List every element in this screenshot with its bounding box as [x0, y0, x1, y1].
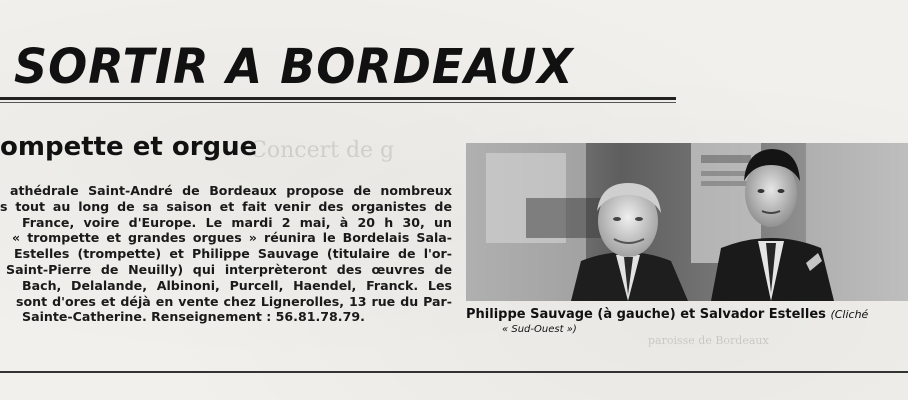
bleed-through-text: paroisse de Bordeaux — [648, 334, 769, 347]
article-line: Estelles (trompette) et Philippe Sauvage (titulaire de l'or- — [14, 246, 452, 262]
caption-credit-source: « Sud-Ouest ») — [502, 324, 577, 335]
article-line: Saint-Pierre de Neuilly) qui interprèteront des œuvres de — [6, 261, 452, 277]
article-line: Sainte-Catherine. Renseignement : 56.81.78.79. — [22, 309, 365, 325]
caption-text: Philippe Sauvage (à gauche) et Salvador Estelles — [466, 307, 826, 322]
photo-caption — [466, 307, 908, 322]
article-line: « trompette et grandes orgues » réunira le Bordelais Sala- — [12, 230, 452, 246]
article-body — [0, 183, 452, 325]
bottom-rule — [0, 371, 908, 373]
photo — [466, 143, 908, 301]
article-line: athédrale Saint-André de Bordeaux propose de nombreux — [10, 183, 452, 198]
photo-image — [466, 143, 908, 301]
article-subhead: ompette et orgue — [0, 132, 258, 162]
article-line: France, voire d'Europe. Le mardi 2 mai, à 20 h 30, un — [22, 214, 452, 230]
headline-rule — [0, 97, 676, 100]
headline: SORTIR A BORDEAUX — [14, 38, 574, 95]
headline-rule-thin — [0, 102, 676, 103]
article-line: s tout au long de sa saison et fait venir des organistes de — [0, 198, 452, 214]
bleed-through-text: Concert de g — [250, 138, 395, 163]
article-line: sont d'ores et déjà en vente chez Lignerolles, 13 rue du Par- — [16, 293, 452, 309]
article-line: Bach, Delalande, Albinoni, Purcell, Haendel, Franck. Les — [22, 277, 452, 293]
caption-credit-open: (Cliché — [830, 308, 869, 321]
